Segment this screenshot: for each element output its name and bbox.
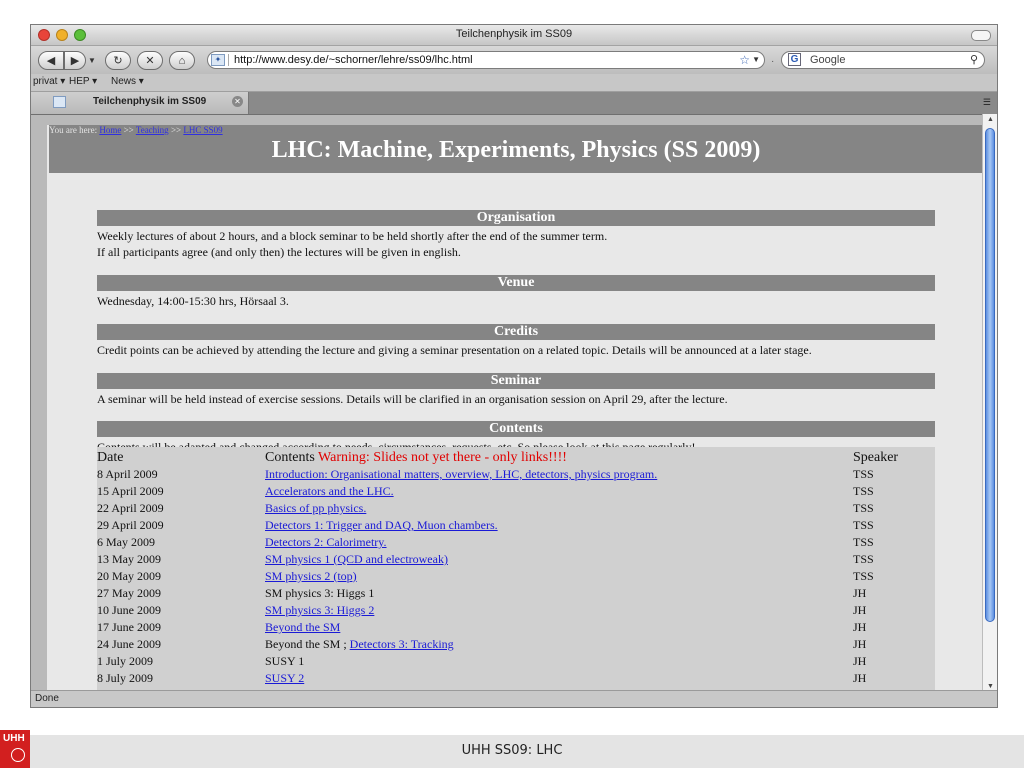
lecture-link[interactable]: SUSY 2 [265, 671, 305, 685]
row-date: 1 July 2009 [97, 654, 154, 668]
lecture-link[interactable]: Detectors 2: Calorimetry. [265, 535, 387, 549]
contents-header-label: Contents [265, 450, 315, 465]
venue-text: Wednesday, 14:00-15:30 hrs, Hörsaal 3. [97, 294, 289, 308]
lecture-link[interactable]: SM physics 3: Higgs 2 [265, 603, 375, 617]
tab-teilchenphysik[interactable] [31, 92, 249, 114]
table-row [97, 534, 935, 551]
slide-footer [0, 735, 1024, 768]
chevron-down-icon: ▼ [88, 56, 96, 65]
section-heading-credits: Credits [97, 324, 935, 340]
row-speaker: TSS [853, 518, 874, 532]
breadcrumb-separator: >> [123, 125, 134, 135]
organisation-line-2: If all participants agree (and only then) the lectures will be given in english. [97, 245, 461, 259]
tab-bar [31, 92, 997, 115]
column-header-date: Date [97, 450, 124, 465]
lecture-link[interactable]: Introduction: Organisational matters, overview, LHC, detectors, physics program. [265, 467, 658, 481]
stop-button[interactable] [137, 51, 163, 70]
row-date: 6 May 2009 [97, 535, 155, 549]
table-row [97, 483, 935, 500]
status-bar [31, 690, 997, 707]
window-title: Teilchenphysik im SS09 [455, 28, 573, 40]
reload-icon: ↻ [113, 55, 123, 67]
table-row [97, 585, 935, 602]
breadcrumb-teaching-link[interactable]: Teaching [135, 125, 169, 135]
row-date: 29 April 2009 [97, 518, 164, 532]
scroll-down-arrow-icon[interactable]: ▼ [987, 683, 994, 690]
table-row [97, 517, 935, 534]
url-dropdown-icon[interactable]: ▼ [752, 55, 760, 64]
breadcrumb-current-link[interactable]: LHC SS09 [183, 125, 223, 135]
row-date: 15 April 2009 [97, 484, 164, 498]
url-text[interactable]: http://www.desy.de/~schorner/lehre/ss09/lhc.html [234, 54, 473, 66]
history-dropdown-button[interactable] [86, 51, 98, 70]
breadcrumb [49, 125, 223, 135]
logo-text: UHH [3, 733, 25, 744]
address-bar[interactable] [207, 51, 765, 69]
bookmark-folder-privat[interactable]: privat ▾ [33, 76, 66, 87]
toolbar-toggle-button[interactable] [971, 30, 991, 41]
row-speaker: JH [853, 637, 867, 651]
row-date: 10 June 2009 [97, 603, 161, 617]
reload-button[interactable] [105, 51, 131, 70]
row-date: 20 May 2009 [97, 569, 161, 583]
slides-warning: Warning: Slides not yet there - only links!!!! [318, 450, 567, 465]
section-heading-venue: Venue [97, 275, 935, 291]
vertical-scrollbar[interactable] [982, 114, 997, 692]
table-row [97, 602, 935, 619]
breadcrumb-home-link[interactable]: Home [99, 125, 122, 135]
row-date: 17 June 2009 [97, 620, 161, 634]
lecture-title: Beyond the SM ; [265, 637, 347, 651]
row-speaker: TSS [853, 484, 874, 498]
section-heading-organisation: Organisation [97, 210, 935, 226]
table-row [97, 619, 935, 636]
section-heading-seminar: Seminar [97, 373, 935, 389]
tab-close-icon[interactable]: ✕ [232, 96, 243, 107]
lecture-link[interactable]: Beyond the SM [265, 620, 341, 634]
table-row [97, 551, 935, 568]
row-date: 22 April 2009 [97, 501, 164, 515]
title-bar [31, 25, 997, 46]
bookmark-folder-news[interactable]: News ▾ [111, 76, 144, 87]
lecture-title: SM physics 3: Higgs 1 [265, 586, 375, 600]
table-row [97, 466, 935, 483]
home-icon: ⌂ [178, 54, 186, 67]
table-row [97, 500, 935, 517]
column-header-speaker: Speaker [853, 450, 899, 465]
footer-text: UHH SS09: LHC [461, 743, 563, 758]
address-divider [228, 54, 229, 66]
table-header-row [97, 449, 935, 466]
page-header [49, 125, 983, 173]
table-row [97, 653, 935, 670]
stop-icon: ✕ [145, 55, 155, 67]
scrollbar-thumb[interactable] [985, 128, 995, 622]
breadcrumb-separator: >> [170, 125, 182, 135]
status-text: Done [35, 693, 59, 704]
seminar-text: A seminar will be held instead of exercise sessions. Details will be clarified in an organisation session on April 29, after the lecture. [97, 392, 728, 406]
site-favicon-icon: ✦ [211, 54, 225, 66]
lecture-link[interactable]: Detectors 1: Trigger and DAQ, Muon chambers. [265, 518, 498, 532]
forward-button[interactable] [64, 51, 86, 70]
back-button[interactable] [38, 51, 64, 70]
search-bar[interactable] [781, 51, 985, 69]
table-row [97, 568, 935, 585]
page-title: LHC: Machine, Experiments, Physics (SS 2009) [271, 137, 761, 163]
bookmarks-bar [31, 74, 997, 92]
row-speaker: TSS [853, 569, 874, 583]
breadcrumb-prefix: You are here: [49, 125, 98, 135]
scroll-up-arrow-icon[interactable]: ▲ [987, 116, 994, 123]
tab-favicon-icon [53, 96, 66, 108]
table-row [97, 636, 935, 653]
row-speaker: TSS [853, 535, 874, 549]
row-speaker: JH [853, 671, 867, 685]
seal-icon [11, 748, 25, 762]
bookmark-star-icon[interactable]: ☆ [739, 53, 750, 67]
row-speaker: TSS [853, 552, 874, 566]
lecture-link[interactable]: Accelerators and the LHC. [265, 484, 394, 498]
lecture-link[interactable]: Detectors 3: Tracking [349, 637, 454, 651]
home-button[interactable] [169, 51, 195, 70]
row-speaker: JH [853, 620, 867, 634]
tab-list-icon[interactable]: ☰ [982, 97, 991, 107]
page-viewport [47, 125, 985, 692]
tab-label: Teilchenphysik im SS09 [93, 96, 207, 107]
back-arrow-icon: ◀ [46, 55, 56, 67]
lecture-title: SUSY 1 [265, 654, 305, 668]
row-contents [265, 636, 454, 653]
navigation-toolbar [31, 46, 997, 74]
lecture-link[interactable]: Basics of pp physics. [265, 501, 367, 515]
schedule-table [97, 447, 935, 692]
bookmark-folder-hep[interactable]: HEP ▾ [69, 76, 98, 87]
google-search-engine-icon[interactable]: G [788, 53, 801, 66]
search-icon[interactable]: ⚲ [969, 54, 978, 66]
university-logo [0, 730, 30, 768]
table-row [97, 670, 935, 687]
row-date: 8 July 2009 [97, 671, 154, 685]
toolbar-separator: · [771, 56, 775, 67]
row-date: 24 June 2009 [97, 637, 161, 651]
column-header-contents [265, 449, 567, 466]
row-speaker: TSS [853, 467, 874, 481]
row-date: 27 May 2009 [97, 586, 161, 600]
browser-window [30, 24, 998, 708]
row-date: 8 April 2009 [97, 467, 158, 481]
forward-arrow-icon: ▶ [70, 55, 80, 67]
lecture-link[interactable]: SM physics 1 (QCD and electroweak) [265, 552, 448, 566]
row-speaker: TSS [853, 501, 874, 515]
row-date: 13 May 2009 [97, 552, 161, 566]
row-speaker: JH [853, 586, 867, 600]
search-input[interactable]: Google [810, 54, 846, 66]
section-heading-contents: Contents [97, 421, 935, 437]
lecture-link[interactable]: SM physics 2 (top) [265, 569, 357, 583]
organisation-line-1: Weekly lectures of about 2 hours, and a block seminar to be held shortly after the end of the summer term. [97, 229, 608, 243]
row-speaker: JH [853, 603, 867, 617]
row-speaker: JH [853, 654, 867, 668]
credits-text: Credit points can be achieved by attending the lecture and giving a seminar presentation on a related topic. Details will be announced at a later stage. [97, 343, 812, 357]
